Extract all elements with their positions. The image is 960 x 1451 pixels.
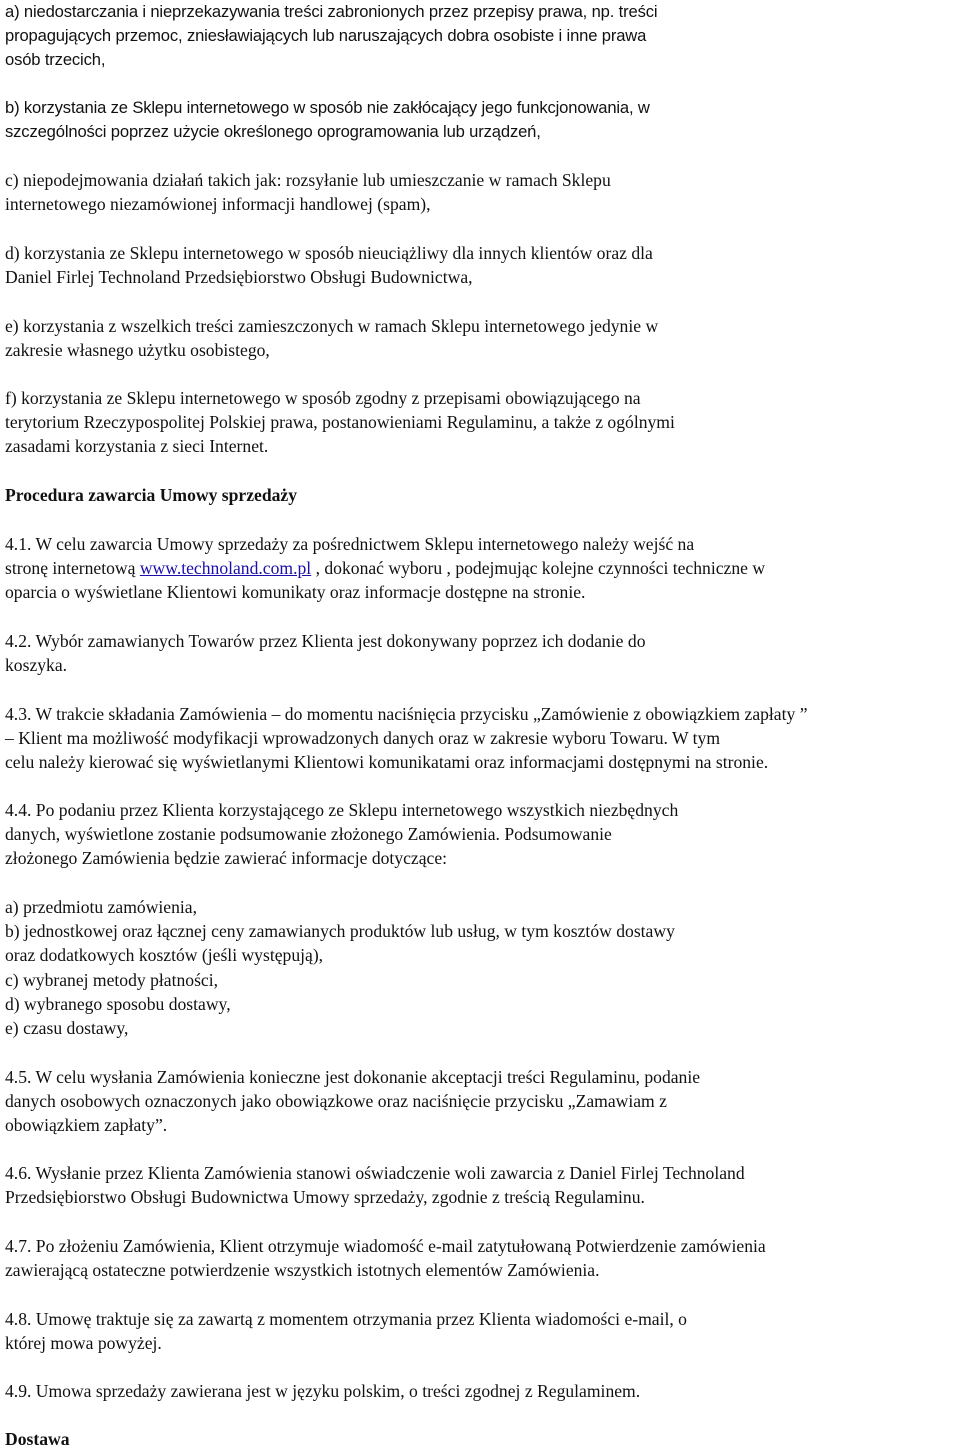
paragraph-4-5 [5,1065,700,1138]
paragraph-d [5,241,653,289]
text-line: celu należy kierować się wyświetlanymi Klientowi komunikatami oraz informacjami dostępnymi na stronie. [5,752,769,773]
text-line: internetowego niezamówionej informacji handlowej (spam), [5,194,431,215]
summary-list [5,895,675,1040]
text-line: osób trzecich, [5,50,106,70]
section-heading-procedura [5,483,297,507]
text-line: 4.1. W celu zawarcia Umowy sprzedaży za pośrednictwem Sklepu internetowego należy wejść na [5,534,695,554]
list-item: c) wybranej metody płatności, [5,969,219,990]
text-line: 4.6. Wysłanie przez Klienta Zamówienia stanowi oświadczenie woli zawarcia z Daniel Firlej Technoland [5,1163,745,1183]
text-line: 4.2. Wybór zamawianych Towarów przez Klienta jest dokonywany poprzez ich dodanie do [5,631,646,651]
paragraph-4-7 [5,1234,766,1282]
paragraph-b [5,96,650,144]
text-line: – Klient ma możliwość modyfikacji wprowadzonych danych oraz w zakresie wyboru Towaru. W tym [5,728,721,749]
paragraph-e [5,314,658,362]
list-item: oraz dodatkowych kosztów (jeśli występują), [5,945,324,966]
text-line: 4.9. Umowa sprzedaży zawierana jest w języku polskim, o treści zgodnej z Regulaminem. [5,1381,641,1401]
text-line: szczególności poprzez użycie określonego oprogramowania lub urządzeń, [5,122,541,142]
link-prefix: stronę internetową [5,558,140,579]
paragraph-4-3 [5,702,808,775]
list-item: d) wybranego sposobu dostawy, [5,993,231,1014]
paragraph-4-4 [5,798,678,871]
paragraph-f [5,386,675,459]
text-line: Przedsiębiorstwo Obsługi Budownictwa Umowy sprzedaży, zgodnie z treścią Regulaminu. [5,1187,645,1208]
text-line: propagujących przemoc, zniesławiających lub naruszających dobra osobiste i inne prawa [5,26,647,46]
list-item: a) przedmiotu zamówienia, [5,897,197,917]
text-line: zasadami korzystania z sieci Internet. [5,436,269,457]
text-line: 4.8. Umowę traktuje się za zawartą z momentem otrzymania przez Klienta wiadomości e-mail, o [5,1309,687,1329]
text-line: oparcia o wyświetlane Klientowi komunikaty oraz informacje dostępne na stronie. [5,582,586,603]
text-line: zakresie własnego użytku osobistego, [5,340,270,361]
text-line: zawierającą ostateczne potwierdzenie wszystkich istotnych elementów Zamówienia. [5,1260,600,1281]
text-line: d) korzystania ze Sklepu internetowego w sposób nieuciążliwy dla innych klientów oraz dla [5,243,653,263]
paragraph-4-8 [5,1307,687,1355]
technoland-link[interactable]: www.technoland.com.pl [139,558,312,579]
text-line: a) niedostarczania i nieprzekazywania treści zabronionych przez przepisy prawa, np. treści [5,2,658,21]
heading-text: Dostawa [5,1429,70,1449]
text-line: e) korzystania z wszelkich treści zamieszczonych w ramach Sklepu internetowego jedynie w [5,316,659,336]
section-heading-dostawa [5,1427,70,1451]
text-line: danych, wyświetlone zostanie podsumowanie złożonego Zamówienia. Podsumowanie [5,824,612,845]
text-line: koszyka. [5,655,68,676]
heading-text: Procedura zawarcia Umowy sprzedaży [5,485,298,505]
text-line: b) korzystania ze Sklepu internetowego w sposób nie zakłócający jego funkcjonowania, w [5,98,650,117]
text-line: 4.3. W trakcie składania Zamówienia – do momentu naciśnięcia przycisku „Zamówienie z obowiązkiem zapłaty ” [5,704,808,724]
link-suffix: , dokonać wyboru , podejmując kolejne czynności techniczne w [311,558,766,579]
text-line: 4.7. Po złożeniu Zamówienia, Klient otrzymuje wiadomość e-mail zatytułowaną Potwierdzenie zamówienia [5,1236,766,1256]
paragraph-a [5,0,657,73]
text-line: 4.5. W celu wysłania Zamówienia konieczne jest dokonanie akceptacji treści Regulaminu, podanie [5,1067,701,1087]
paragraph-4-6 [5,1161,745,1209]
text-line: której mowa powyżej. [5,1333,162,1354]
text-line: obowiązkiem zapłaty”. [5,1115,168,1136]
text-line: 4.4. Po podaniu przez Klienta korzystającego ze Sklepu internetowego wszystkich niezbędnych [5,800,679,820]
text-line: terytorium Rzeczypospolitej Polskiej prawa, postanowieniami Regulaminu, a także z ogólnymi [5,412,675,433]
text-line: Daniel Firlej Technoland Przedsiębiorstwo Obsługi Budownictwa, [5,267,473,288]
text-line: danych osobowych oznaczonych jako obowiązkowe oraz naciśnięcie przycisku „Zamawiam z [5,1091,667,1112]
paragraph-4-9 [5,1379,640,1403]
list-item: e) czasu dostawy, [5,1017,129,1038]
paragraph-4-1 [5,532,765,605]
text-line: f) korzystania ze Sklepu internetowego w sposób zgodny z przepisami obowiązującego na [5,388,641,408]
text-line-with-link [5,556,765,580]
list-item: b) jednostkowej oraz łącznej ceny zamawianych produktów lub usług, w tym kosztów dostawy [5,921,675,942]
text-line: złożonego Zamówienia będzie zawierać informacje dotyczące: [5,848,448,869]
paragraph-c [5,168,611,216]
text-line: c) niepodejmowania działań takich jak: rozsyłanie lub umieszczanie w ramach Sklepu [5,170,611,190]
paragraph-4-2 [5,629,646,677]
